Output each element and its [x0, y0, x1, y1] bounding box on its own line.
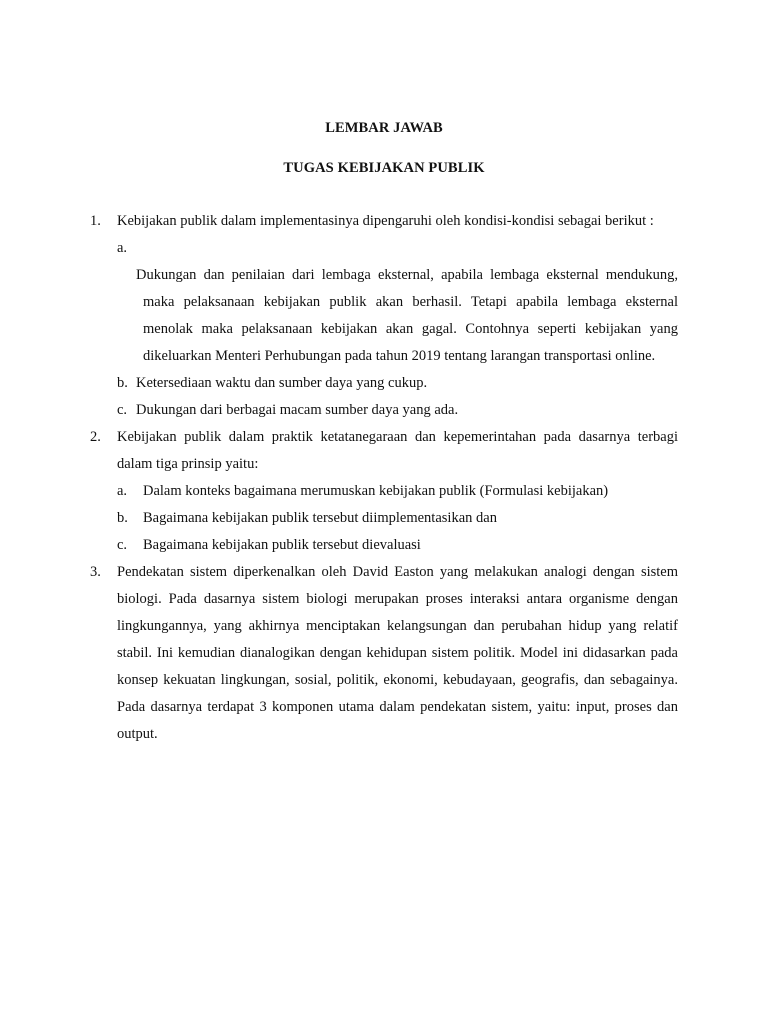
answer-item-2	[0, 424, 768, 478]
sub-item-letter: c.	[117, 402, 128, 418]
item-number: 1.	[90, 213, 101, 229]
sub-item-1a	[0, 235, 768, 370]
sub-item-text: Bagaimana kebijakan publik tersebut diimplementasikan dan	[143, 510, 497, 526]
item-number: 2.	[90, 429, 101, 445]
sub-item-1c	[0, 397, 768, 424]
answer-item-1	[0, 208, 768, 235]
sub-list-2	[0, 478, 768, 559]
sub-item-text: Dukungan dari berbagai macam sumber daya yang ada.	[136, 402, 459, 418]
sub-list-1	[0, 235, 768, 424]
sub-item-1b	[0, 370, 768, 397]
sub-item-text-content: Dukungan dan penilaian dari lembaga eksternal, apabila lembaga eksternal mendukung, maka pelaksanaan kebijakan publik akan berhasil. Tetapi apabila lembaga eksternal menolak maka pelaksanaan kebijakan akan gagal. Contohnya seperti kebijakan yang dikeluarkan Menteri Perhubungan pada tahun 2019 tentang larangan transportasi online.	[136, 267, 678, 364]
sub-item-2b	[0, 505, 768, 532]
item-text: Kebijakan publik dalam implementasinya dipengaruhi oleh kondisi-kondisi sebagai berikut :	[117, 213, 654, 229]
sub-item-text: Bagaimana kebijakan publik tersebut dievaluasi	[143, 537, 421, 553]
item-text: Kebijakan publik dalam praktik ketatanegaraan dan kepemerintahan pada dasarnya terbagi dalam tiga prinsip yaitu:	[117, 429, 678, 472]
item-text: Pendekatan sistem diperkenalkan oleh David Easton yang melakukan analogi dengan sistem biologi. Pada dasarnya sistem biologi merupakan proses interaksi antara organisme dengan lingkungannya, yang akhirnya menciptakan kelangsungan dan perubahan hidup yang relatif stabil. Ini kemudian dianalogikan dengan kehidupan sistem politik. Model ini didasarkan pada konsep kekuatan lingkungan, sosial, politik, ekonomi, kebudayaan, geografis, dan sebagainya. Pada dasarnya terdapat 3 komponen utama dalam pendekatan sistem, yaitu: input, proses dan output.	[117, 564, 678, 742]
answer-item-3	[0, 559, 768, 748]
sub-item-letter: a.	[117, 240, 128, 256]
document-title: LEMBAR JAWAB	[325, 120, 443, 136]
sub-item-text: Ketersediaan waktu dan sumber daya yang cukup.	[136, 375, 428, 391]
sub-item-letter: a.	[117, 483, 128, 499]
item-number: 3.	[90, 564, 101, 580]
answer-list	[0, 208, 768, 748]
sub-item-letter: c.	[117, 537, 128, 553]
document-subtitle: TUGAS KEBIJAKAN PUBLIK	[283, 160, 485, 176]
sub-item-letter: b.	[117, 510, 128, 526]
sub-item-2c	[0, 532, 768, 559]
sub-item-text	[136, 235, 678, 370]
sub-item-2a	[0, 478, 768, 505]
sub-item-text: Dalam konteks bagaimana merumuskan kebijakan publik (Formulasi kebijakan)	[143, 483, 609, 499]
sub-item-letter: b.	[117, 375, 128, 391]
